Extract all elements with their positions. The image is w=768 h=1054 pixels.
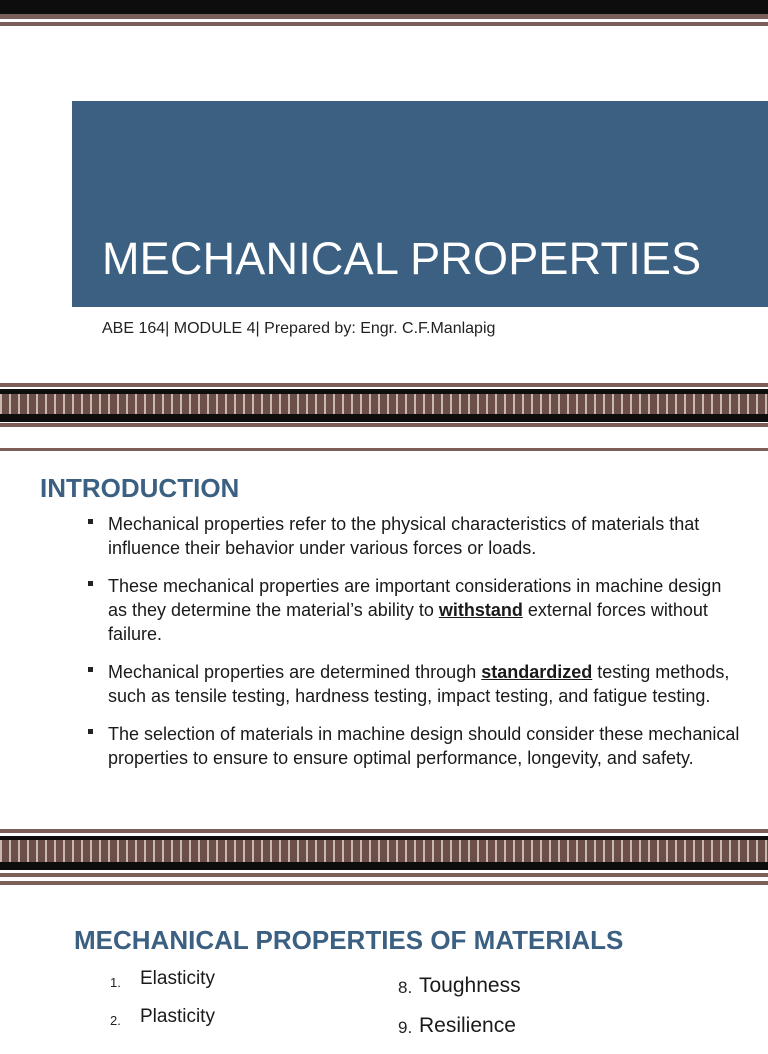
- slide-title: MECHANICAL PROPERTIES: [102, 233, 702, 284]
- bullet-item: Mechanical properties refer to the physical characteristics of materials that influence their behavior under various forces or loads.: [84, 512, 744, 560]
- slide-separator: [0, 380, 768, 450]
- top-border-stripe: [0, 14, 768, 19]
- bullet-item: The selection of materials in machine design should consider these mechanical properties to ensure to ensure optimal performance, longevity, and safety.: [84, 722, 744, 770]
- bullet-marker-icon: [88, 581, 93, 586]
- bullet-item: These mechanical properties are important considerations in machine design as they determine the material’s ability to withstand external forces without failure.: [84, 574, 744, 646]
- title-banner: [72, 101, 768, 307]
- top-border-stripe: [0, 22, 768, 26]
- bullet-marker-icon: [88, 667, 93, 672]
- section-heading: MECHANICAL PROPERTIES OF MATERIALS: [74, 925, 624, 955]
- emphasized-word: standardized: [481, 662, 593, 682]
- top-border-black: [0, 0, 768, 14]
- bullet-list: [84, 512, 744, 784]
- section-heading: INTRODUCTION: [40, 473, 240, 503]
- bullet-marker-icon: [88, 729, 93, 734]
- slide-subtitle: ABE 164| MODULE 4| Prepared by: Engr. C.F.Manlapig: [102, 320, 496, 337]
- slide-top-stripe: [0, 448, 768, 451]
- bullet-marker-icon: [88, 519, 93, 524]
- emphasized-word: withstand: [438, 600, 523, 620]
- slide-separator: [0, 826, 768, 886]
- bullet-item: Mechanical properties are determined through standardized testing methods, such as tensile testing, hardness testing, impact testing, and fatigue testing.: [84, 660, 744, 708]
